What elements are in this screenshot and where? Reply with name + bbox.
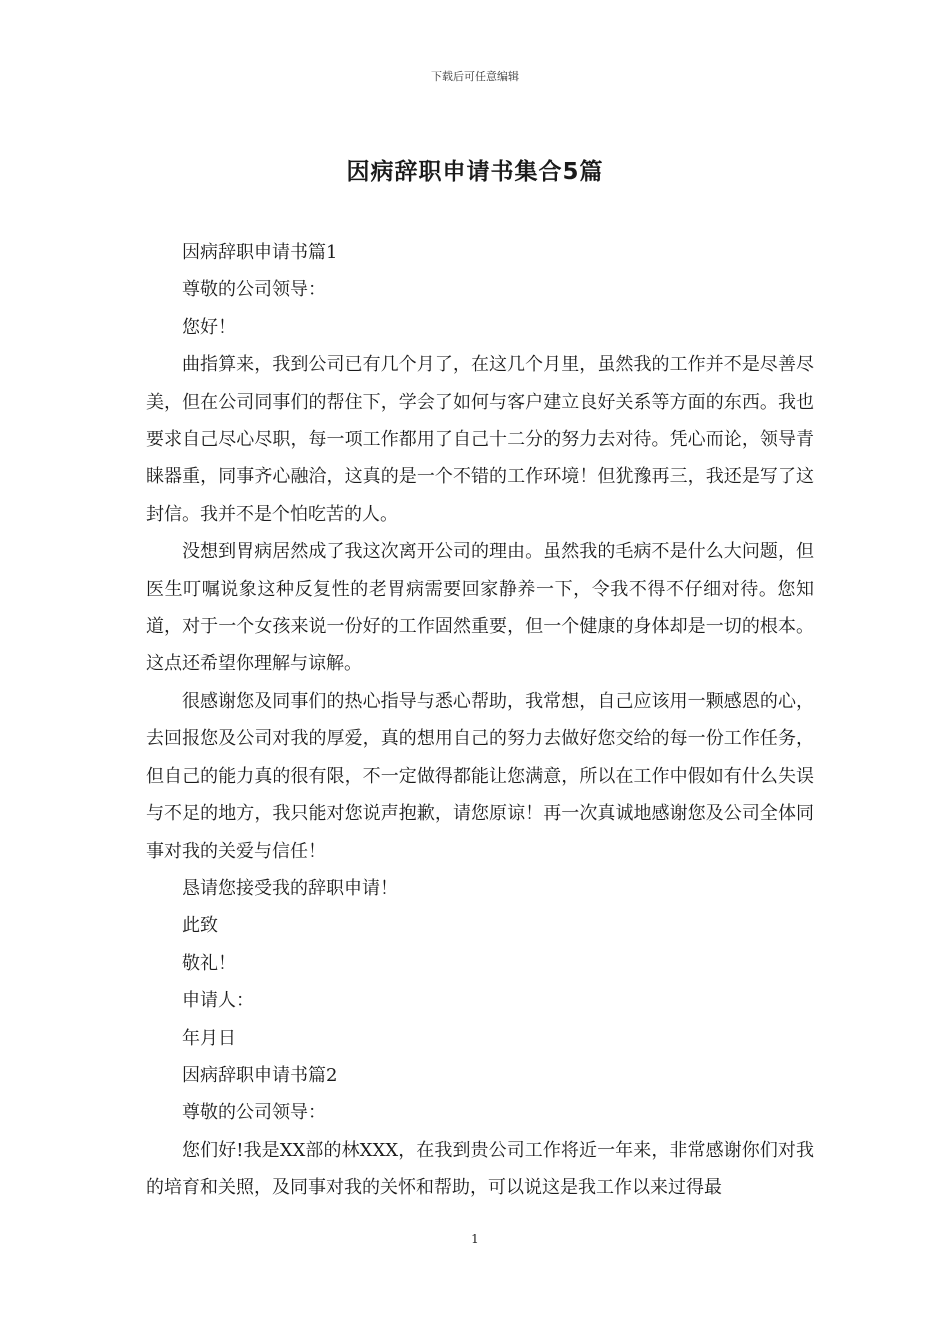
section-heading: 因病辞职申请书篇1 (182, 242, 338, 263)
salutation: 尊敬的公司领导： (182, 279, 326, 301)
section-heading: 因病辞职申请书篇2 (182, 1064, 338, 1086)
closing-line: 此致 (182, 915, 218, 937)
signature-label: 申请人： (182, 990, 254, 1012)
body-paragraph: 您们好!我是XX部的林XXX，在我到贵公司工作将近一年来，非常感谢你们对我的培育和关照，及同事对我的关怀和帮助，可以说这是我工作以来过得最 (146, 1139, 814, 1199)
header-note: 下载后可任意编辑 (431, 70, 519, 83)
greeting: 您好！ (182, 316, 236, 338)
closing-line: 敬礼！ (182, 952, 236, 974)
body-paragraph: 没想到胃病居然成了我这次离开公司的理由。虽然我的毛病不是什么大问题，但医生叮嘱说象这种反复性的老胃病需要回家静养一下，令我不得不仔细对待。您知道，对于一个女孩来说一份好的工作固然重要，但一个健康的身体却是一切的根本。这点还希望你理解与谅解。 (146, 541, 814, 675)
document-body (146, 234, 814, 1207)
document-title: 因病辞职申请书集合5篇 (346, 159, 604, 185)
body-paragraph: 曲指算来，我到公司已有几个月了，在这几个月里，虽然我的工作并不是尽善尽美，但在公司同事们的帮住下，学会了如何与客户建立良好关系等方面的东西。我也要求自己尽心尽职，每一项工作都用了自己十二分的努力去对待。凭心而论，领导青睐器重，同事齐心融洽，这真的是一个不错的工作环境！但犹豫再三，我还是写了这封信。我并不是个怕吃苦的人。 (146, 354, 814, 525)
page-number: 1 (471, 1232, 479, 1246)
date-label: 年月日 (182, 1027, 236, 1049)
request-line: 恳请您接受我的辞职申请！ (182, 877, 398, 899)
salutation: 尊敬的公司领导： (182, 1102, 326, 1124)
body-paragraph: 很感谢您及同事们的热心指导与悉心帮助，我常想，自己应该用一颗感恩的心，去回报您及公司对我的厚爱，真的想用自己的努力去做好您交给的每一份工作任务，但自己的能力真的很有限，不一定做得都能让您满意，所以在工作中假如有什么失误与不足的地方，我只能对您说声抱歉，请您原谅！再一次真诚地感谢您及公司全体同事对我的关爱与信任！ (146, 690, 814, 862)
